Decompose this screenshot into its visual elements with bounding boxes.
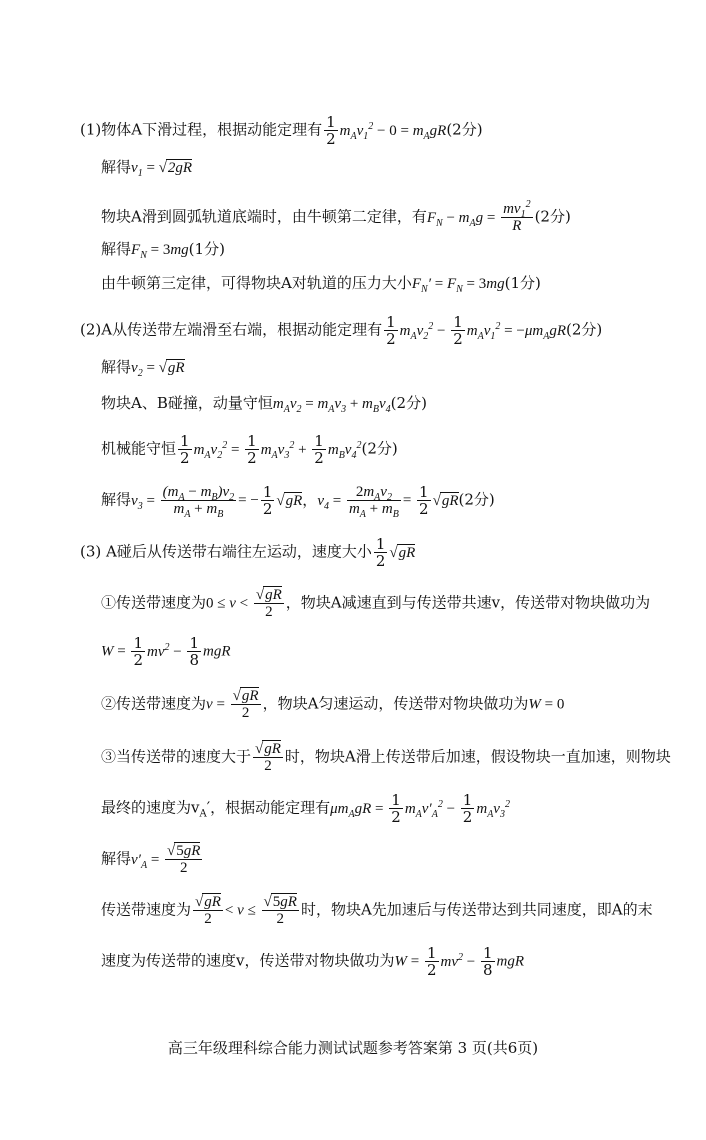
p1-line5	[101, 273, 541, 294]
p1-line1	[80, 114, 483, 147]
score: (1分)	[504, 274, 541, 292]
p2-line5: 解得$v_3$ = $\frac{(m_A - m_B)v_2}{m_A + m_B}$ = − $\frac{1}{2}$ √gR，$v_4$ = $\frac{2m_Av_2}{m_A + m_B}$ = $\frac{1}{2}$ √gR(2分)	[101, 483, 495, 520]
p3-line1-text: (3) A碰后从传送带右端往左运动，速度大小	[80, 542, 372, 561]
p1-line1-text: (1)物体A下滑过程，根据动能定理有	[80, 120, 323, 139]
p1-line3-text: 物块A滑到圆弧轨道底端时，由牛顿第二定律，有	[101, 207, 427, 226]
p2-line2-text: 解得	[101, 358, 132, 376]
p1-line2	[101, 157, 192, 178]
p1-line3	[101, 201, 571, 234]
p3-case1: ①传送带速度为0 ≤ v < $\frac{√gR}{2}$ ，物块A减速直到与传送带共速v，传送带对物块做功为	[101, 587, 651, 620]
p2-line5-text: 解得	[101, 490, 132, 509]
score: (1分)	[188, 240, 225, 258]
p2-line2: 解得$v_2 = √gR$	[101, 358, 185, 379]
p3-case3-suffix: 时，物块A滑上传送带后加速，假设物块一直加速，则物块	[284, 747, 671, 766]
fraction-mv2-over-R: $\frac{mv_1^2}{R}$	[503, 199, 531, 234]
p3-case1-work: W = $\frac{1}{2}$ $mv^2$ − $\frac{1}{8}$ mgR	[101, 634, 231, 669]
p2-line4-text: 机械能守恒	[101, 439, 177, 458]
p1-line4	[101, 239, 225, 260]
p3-case3-line2: 最终的速度为$v_A'$，根据动能定理有$\mu m_AgR$ = $\frac{1}{2}$ $m_Av'_A^2$ − $\frac{1}{2}$ $m_Av_3^2$	[101, 791, 510, 826]
p3-case4: 传送带速度为 $\frac{√gR}{2}$ < v ≤ $\frac{√5gR}{2}$ 时，物块A先加速后与传送带达到共同速度，即A的末	[101, 894, 653, 927]
equation: $F_N - m_Ag$ =	[426, 209, 496, 229]
p3-case3-line2-mid: ′，根据动能定理有	[206, 798, 331, 817]
p3-case2: ②传送带速度为v = $\frac{√gR}{2}$ ，物块A匀速运动，传送带对物块做功为W = 0	[101, 688, 565, 721]
p2-line1-text: (2)A从传送带左端滑至右端，根据动能定理有	[80, 320, 383, 339]
equation: $v_1 = √2gR$	[131, 160, 193, 179]
p3-line1: (3) A碰后从传送带右端往左运动，速度大小 $\frac{1}{2}$ √gR	[80, 535, 416, 570]
p1-line5-text: 由牛顿第三定律，可得物块A对轨道的压力大小	[101, 274, 412, 292]
p3-case1-suffix: ，物块A减速直到与传送带共速v，传送带对物块做功为	[285, 593, 651, 612]
p3-case1-text: ①传送带速度为	[101, 593, 207, 612]
p1-line4-text: 解得	[101, 240, 132, 258]
p3-case4-line2: 速度为传送带的速度v，传送带对物块做功为W = $\frac{1}{2}$ $mv^2$ − $\frac{1}{8}$ mgR	[101, 944, 525, 979]
p3-case3-line3-text: 解得	[101, 849, 132, 868]
score: (2分)	[361, 439, 398, 458]
p3-case3-line3: 解得$v'_A$ = $\frac{√5gR}{2}$	[101, 843, 201, 876]
equation: $m_Av_1^2 - 0 = m_AgR$	[339, 120, 447, 142]
p3-case3-line2-text: 最终的速度为v	[101, 798, 200, 817]
score: (2分)	[446, 120, 483, 139]
score: (2分)	[390, 394, 427, 412]
page-footer: 高三年级理科综合能力测试试题参考答案第 3 页(共6页)	[167, 1039, 539, 1057]
p1-line2-text: 解得	[101, 158, 132, 176]
p2-line4: 机械能守恒 $\frac{1}{2}$ $m_Av_2^2$ = $\frac{1}{2}$ $m_Av_3^2$ + $\frac{1}{2}$ $m_Bv_4^2(2$分)	[101, 432, 398, 467]
p3-case2-suffix: ，物块A匀速运动，传送带对物块做功为	[262, 694, 529, 713]
p3-case4-suffix: 时，物块A先加速后与传送带达到共同速度，即A的末	[300, 900, 653, 919]
p3-case2-text: ②传送带速度为	[101, 694, 207, 713]
equation: $F_N = 3mg$	[131, 242, 189, 261]
p2-line1: (2)A从传送带左端滑至右端，根据动能定理有 $\frac{1}{2}$ $m_Av_2^2$ − $\frac{1}{2}$ $m_Av_1^2 = -\mu m_AgR(2$分)	[80, 313, 603, 348]
p2-line3-text: 物块A、B碰撞，动量守恒	[101, 394, 273, 412]
p3-case3-text: ③当传送带的速度大于	[101, 747, 252, 766]
p3-case3: ③当传送带的速度大于 $\frac{√gR}{2}$ 时，物块A滑上传送带后加速，假设物块一直加速，则物块	[101, 741, 671, 774]
equation: $F_N' = F_N = 3mg$	[411, 276, 505, 295]
p3-case4-text: 传送带速度为	[101, 900, 192, 919]
p2-line3: 物块A、B碰撞，动量守恒$m_Av_2 = m_Av_3 + m_Bv_4(2$分)	[101, 394, 427, 415]
p3-case4-line2-text: 速度为传送带的速度v，传送带对物块做功为	[101, 951, 395, 970]
fraction-half: $\frac{1}{2}$	[326, 113, 336, 148]
score: (2分)	[534, 207, 571, 226]
score: (2分)	[458, 490, 495, 509]
score: (2分)	[565, 320, 603, 339]
